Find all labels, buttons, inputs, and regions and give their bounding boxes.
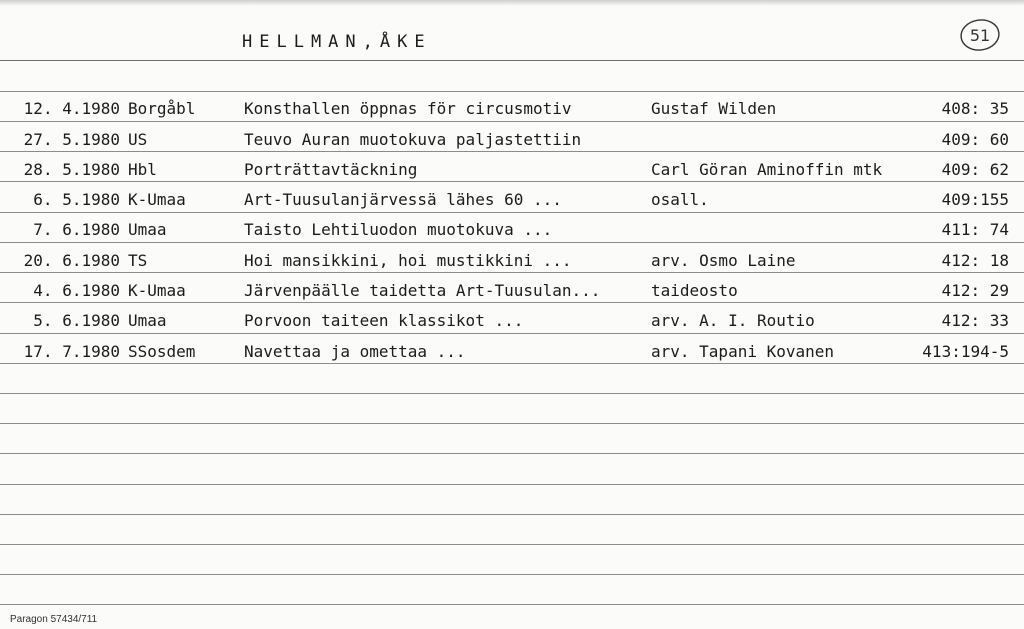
entry-title: Hoi mansikkini, hoi mustikkini ... [244,251,572,270]
ruled-line [0,272,1024,273]
ruled-line [0,423,1024,424]
entry-date: 20. 6.1980 [23,251,120,270]
ruled-line [0,484,1024,485]
entry-date: 5. 6.1980 [33,311,120,330]
entry-source: SSosdem [128,342,196,361]
ruled-line [0,302,1024,303]
ruled-line [0,453,1024,454]
entry-date: 6. 5.1980 [33,190,120,209]
entry-ref: 411: 74 [941,220,1009,239]
ruled-line [0,212,1024,213]
entry-person: arv. A. I. Routio [651,311,815,330]
entry-person: osall. [651,190,709,209]
entry-title: Navettaa ja omettaa ... [244,342,466,361]
ruled-line [0,363,1024,364]
entry-ref: 412: 18 [941,251,1009,270]
entry-ref: 413:194-5 [922,342,1009,361]
entry-title: Taisto Lehtiluodon muotokuva ... [244,220,553,239]
entry-title: Porträttavtäckning [244,160,418,179]
entry-person: arv. Osmo Laine [651,251,796,270]
ruled-line [0,91,1024,92]
entry-title: Konsthallen öppnas för circusmotiv [244,99,572,118]
entry-source: US [128,130,148,149]
entry-title: Porvoon taiteen klassikot ... [244,311,524,330]
ruled-line [0,151,1024,152]
entry-ref: 408: 35 [941,99,1009,118]
entry-person: Carl Göran Aminoffin mtk [651,160,883,179]
card-title: HELLMAN,ÅKE [242,32,432,52]
entry-ref: 409:155 [941,190,1009,209]
entry-source: Umaa [128,220,167,239]
entry-source: K-Umaa [128,281,186,300]
entry-source: TS [128,251,148,270]
ruled-line [0,544,1024,545]
entry-person: arv. Tapani Kovanen [651,342,835,361]
ruled-line [0,333,1024,334]
entry-ref: 409: 60 [941,130,1009,149]
entry-date: 17. 7.1980 [23,342,120,361]
entry-source: Hbl [128,160,157,179]
entry-date: 4. 6.1980 [33,281,120,300]
ruled-line [0,393,1024,394]
entry-date: 27. 5.1980 [23,130,120,149]
ruled-line [0,242,1024,243]
entry-source: Borgåbl [128,99,196,118]
printer-mark: Paragon 57434/711 [10,614,98,625]
ruled-line [0,604,1024,605]
entry-source: K-Umaa [128,190,186,209]
entry-title: Art-Tuusulanjärvessä lähes 60 ... [244,190,562,209]
entry-ref: 412: 29 [941,281,1009,300]
ruled-line [0,121,1024,122]
scan-shadow [0,0,1024,6]
ruled-line [0,514,1024,515]
entry-ref: 412: 33 [941,311,1009,330]
entry-person: Gustaf Wilden [651,99,777,118]
badge-number: 51 [969,26,991,45]
entry-title: Järvenpäälle taidetta Art-Tuusulan... [244,281,601,300]
ruled-line [0,574,1024,575]
entry-source: Umaa [128,311,167,330]
entry-title: Teuvo Auran muotokuva paljastettiin [244,130,582,149]
ruled-line [0,60,1024,61]
entry-date: 7. 6.1980 [33,220,120,239]
ruled-line [0,181,1024,182]
circled-number-stamp [958,16,1002,54]
entry-person: taideosto [651,281,738,300]
entry-date: 28. 5.1980 [23,160,120,179]
entry-date: 12. 4.1980 [23,99,120,118]
entry-ref: 409: 62 [941,160,1009,179]
